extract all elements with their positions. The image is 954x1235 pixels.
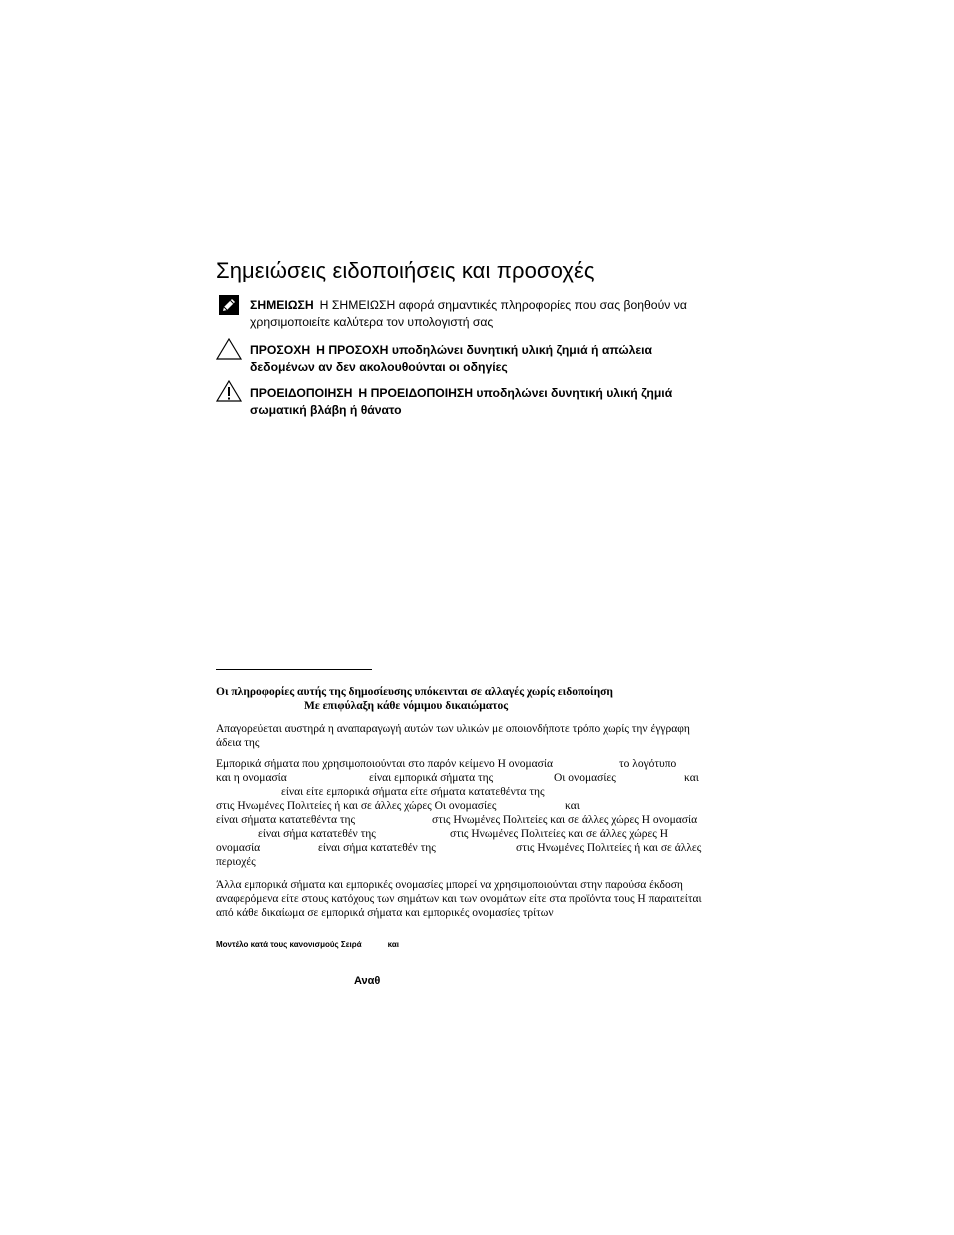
trademark-fragment: είναι σήμα κατατεθέν της xyxy=(318,842,436,854)
warning-label: ΠΡΟΕΙΔΟΠΟΙΗΣΗ xyxy=(250,386,353,400)
trademark-fragment: Εμπορικά σήματα που χρησιμοποιούνται στο παρόν κείμενο Η ονομασία xyxy=(216,758,553,770)
page-title: Σημειώσεις ειδοποιήσεις και προσοχές xyxy=(216,258,595,283)
trademark-fragment: και η ονομασία xyxy=(216,772,287,784)
trademark-fragment: και xyxy=(565,800,580,812)
caution-notice xyxy=(250,342,720,376)
other-trademarks-notice: Άλλα εμπορικά σήματα και εμπορικές ονομασίες μπορεί να χρησιμοποιούνται στην παρούσα έκδοση αναφερόμενα είτε στους κατόχους των σημάτων και των ονομάτων είτε στα προϊόντα τους Η παραιτείται από κάθε δικαίωμα σε εμπορικά σήματα και εμπορικές ονομασίες τρίτων xyxy=(216,879,702,919)
trademark-fragment: περιοχές xyxy=(216,856,256,868)
warning-notice xyxy=(250,385,720,419)
trademark-fragment: στις Ηνωμένες Πολιτείες και σε άλλες χώρες Η xyxy=(450,828,669,840)
regulatory-model-text: Μοντέλο κατά τους κανονισμούς Σειρά xyxy=(216,940,362,949)
trademark-fragment: στις Ηνωμένες Πολιτείες ή και σε άλλες xyxy=(516,842,702,854)
note-pencil-icon xyxy=(218,294,242,318)
reproduction-notice: Απαγορεύεται αυστηρά η αναπαραγωγή αυτών των υλικών με οποιονδήποτε τρόπο χωρίς την έγγραφη άδεια της xyxy=(216,723,690,749)
trademark-fragment: στις Ηνωμένες Πολιτείες και σε άλλες χώρες Η ονομασία xyxy=(432,814,698,826)
caution-text: Η ΠΡΟΣΟΧΗ υποδηλώνει δυνητική υλική ζημιά ή απώλεια δεδομένων αν δεν ακολουθούνται οι οδηγίες xyxy=(250,343,653,374)
regulatory-model-and: και xyxy=(387,940,399,949)
warning-exclamation-triangle-icon xyxy=(215,379,243,403)
note-label: ΣΗΜΕΙΩΣΗ xyxy=(250,298,314,312)
note-text: Η ΣΗΜΕΙΩΣΗ αφορά σημαντικές πληροφορίες που σας βοηθούν να χρησιμοποιείτε καλύτερα τον υπολογιστή σας xyxy=(250,298,687,329)
note-notice xyxy=(250,297,720,331)
caution-label: ΠΡΟΣΟΧΗ xyxy=(250,343,311,357)
trademark-fragment: είναι είτε εμπορικά σήματα είτε σήματα κατατεθέντα της xyxy=(281,786,545,798)
regulatory-model-line xyxy=(216,940,399,949)
warning-text: Η ΠΡΟΕΙΔΟΠΟΙΗΣΗ υποδηλώνει δυνητική υλική ζημιά σωματική βλάβη ή θάνατο xyxy=(250,386,673,417)
trademark-fragment: ονομασία xyxy=(216,842,261,854)
rights-reserved: Με επιφύλαξη κάθε νόμιμου δικαιώματος xyxy=(304,700,509,712)
trademark-fragment: είναι εμπορικά σήματα της xyxy=(369,772,494,784)
trademark-fragment: είναι σήματα κατατεθέντα της xyxy=(216,814,356,826)
trademark-fragment: Οι ονομασίες xyxy=(554,772,616,784)
info-change-notice: Οι πληροφορίες αυτής της δημοσίευσης υπόκεινται σε αλλαγές χωρίς ειδοποίηση xyxy=(216,686,613,698)
caution-triangle-icon xyxy=(215,337,243,361)
section-divider xyxy=(216,669,372,670)
trademark-fragment: είναι σήμα κατατεθέν της xyxy=(258,828,376,840)
trademark-fragment: στις Ηνωμένες Πολιτείες ή και σε άλλες χώρες Οι ονομασίες xyxy=(216,800,497,812)
trademark-fragment: το λογότυπο xyxy=(619,758,677,770)
trademark-fragment: και xyxy=(684,772,699,784)
revision-label: Αναθ xyxy=(354,975,381,987)
